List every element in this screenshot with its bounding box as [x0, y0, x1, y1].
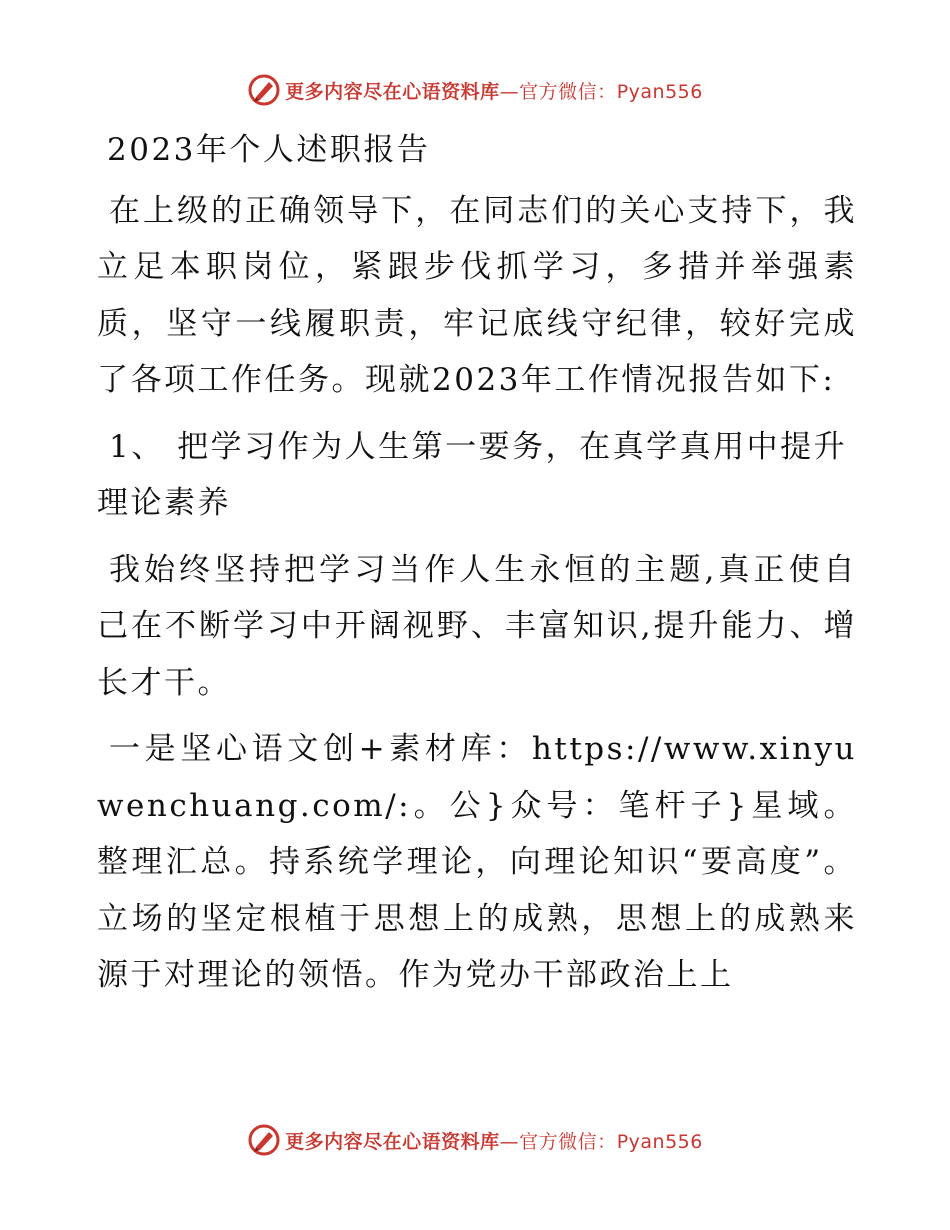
banner-text [285, 77, 703, 104]
pen-logo-icon [247, 73, 281, 107]
banner-official-label: 官方微信： [519, 80, 617, 103]
document-title: 2023年个人述职报告 [107, 132, 431, 168]
section-1-heading: 1、 把学习作为人生第一要务，在真学真用中提升理论素养 [97, 428, 848, 521]
banner-account: Pyan556 [616, 1130, 703, 1153]
banner-account: Pyan556 [616, 80, 703, 103]
banner-main-text: 更多内容尽在心语资料库 [285, 80, 500, 103]
banner-separator: — [499, 1130, 520, 1153]
section-1-paragraph-1: 我始终坚持把学习当作人生永恒的主题,真正使自己在不断学习中开阔视野、丰富知识,提升能力、增长才干。 [97, 551, 857, 701]
intro-paragraph: 在上级的正确领导下，在同志们的关心支持下，我立足本职岗位，紧跟步伐抓学习，多措并举强素质，坚守一线履职责，牢记底线守纪律，较好完成了各项工作任务。现就2023年工作情况报告如下: [97, 192, 857, 398]
banner-official-label: 官方微信： [519, 1130, 617, 1153]
section-1-paragraph-2: 一是坚心语文创+素材库：https://www.xinyuwenchuang.com/:。公}众号：笔杆子}星域。整理汇总。持系统学理论，向理论知识“要高度”。立场的坚定根植于思想上的成熟，思想上的成熟来源于对理论的领悟。作为党办干部政治上上 [97, 731, 857, 993]
document-body [97, 122, 857, 1014]
pen-logo-icon [247, 1123, 281, 1157]
banner-main-text: 更多内容尽在心语资料库 [285, 1130, 500, 1153]
banner-text [285, 1127, 703, 1154]
header-watermark-banner [0, 70, 950, 110]
footer-watermark-banner [0, 1120, 950, 1160]
banner-separator: — [499, 80, 520, 103]
